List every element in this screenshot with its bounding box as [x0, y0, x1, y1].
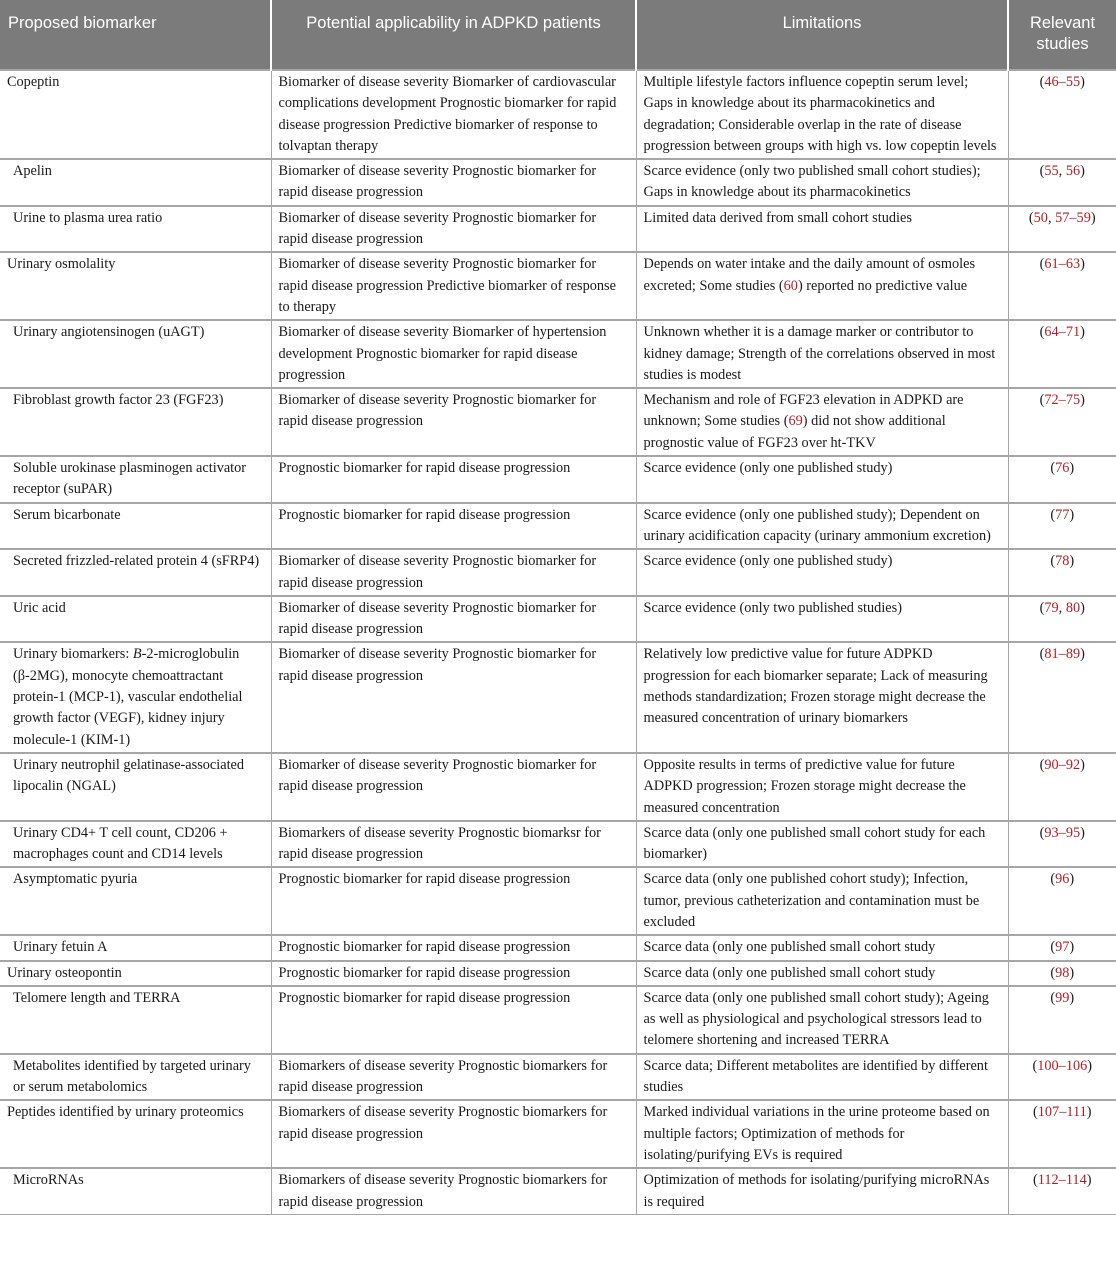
applicability-cell: Biomarker of disease severity Biomarker of cardiovascular complications development Prognostic biomarker for rapid disease progression Predictive biomarker of response to tolvaptan therapy	[271, 70, 636, 159]
limitations-cell: Unknown whether it is a damage marker or contributor to kidney damage; Strength of the correlations observed in most studies is modest	[636, 320, 1008, 388]
reference-link[interactable]: 98	[1055, 964, 1070, 981]
applicability-cell: Biomarkers of disease severity Prognostic biomarksr for rapid disease progression	[271, 821, 636, 868]
reference-link[interactable]: 100–106	[1037, 1057, 1088, 1074]
header-proposed-biomarker: Proposed biomarker	[0, 0, 271, 70]
biomarker-cell: Urinary osteopontin	[0, 961, 271, 986]
limitations-cell: Scarce evidence (only one published study)	[636, 456, 1008, 503]
applicability-cell: Biomarker of disease severity Prognostic biomarker for rapid disease progression	[271, 206, 636, 253]
reference-link[interactable]: 61–63	[1044, 256, 1081, 273]
table-row	[0, 1100, 1116, 1168]
studies-cell: (100–106)	[1008, 1054, 1116, 1101]
applicability-cell: Prognostic biomarker for rapid disease progression	[271, 503, 636, 550]
table-row	[0, 753, 1116, 821]
table-row	[0, 159, 1116, 206]
applicability-cell: Prognostic biomarker for rapid disease progression	[271, 867, 636, 935]
limitations-cell: Scarce data (only one published small cohort study for each biomarker)	[636, 821, 1008, 868]
header-applicability: Potential applicability in ADPKD patients	[271, 0, 636, 70]
reference-link[interactable]: 80	[1065, 599, 1081, 616]
reference-link[interactable]: 112–114	[1037, 1172, 1087, 1189]
table-row	[0, 986, 1116, 1054]
header-relevant-studies: Relevant studies	[1008, 0, 1116, 70]
table-row	[0, 961, 1116, 986]
limitations-cell: Scarce data (only one published small cohort study	[636, 935, 1008, 960]
reference-link[interactable]: 46–55	[1044, 74, 1081, 90]
reference-link[interactable]: 57–59	[1055, 209, 1091, 226]
applicability-cell: Biomarker of disease severity Prognostic biomarker for rapid disease progression	[271, 596, 636, 643]
biomarker-cell: Metabolites identified by targeted urinary or serum metabolomics	[0, 1054, 271, 1101]
studies-cell: (76)	[1008, 456, 1116, 503]
biomarker-cell: Peptides identified by urinary proteomics	[0, 1100, 271, 1168]
limitations-cell: Scarce data (only one published cohort study); Infection, tumor, previous catheterization and contamination must be excluded	[636, 867, 1008, 935]
limitations-cell: Scarce evidence (only one published study)	[636, 549, 1008, 596]
reference-link[interactable]: 72–75	[1044, 392, 1081, 409]
table-row	[0, 252, 1116, 320]
biomarker-cell: Urinary CD4+ T cell count, CD206 + macrophages count and CD14 levels	[0, 821, 271, 868]
table-row	[0, 549, 1116, 596]
applicability-cell: Biomarker of disease severity Prognostic biomarker for rapid disease progression Predictive biomarker of response to therapy	[271, 252, 636, 320]
reference-link[interactable]: 60	[783, 277, 798, 294]
applicability-cell: Prognostic biomarker for rapid disease progression	[271, 935, 636, 960]
limitations-cell: Optimization of methods for isolating/purifying microRNAs is required	[636, 1168, 1008, 1214]
table-header	[0, 0, 1116, 70]
limitations-cell: Opposite results in terms of predictive value for future ADPKD progression; Frozen storage might decrease the measured concentration	[636, 753, 1008, 821]
limitations-text: Mechanism and role of FGF23 elevation in ADPKD are unknown; Some studies (	[643, 392, 964, 430]
reference-link[interactable]: 77	[1055, 506, 1070, 523]
reference-link[interactable]: 64–71	[1044, 324, 1081, 341]
table-row	[0, 935, 1116, 960]
reference-link[interactable]: 69	[788, 413, 803, 430]
table-row	[0, 388, 1116, 456]
limitations-cell	[636, 252, 1008, 320]
reference-link[interactable]: 76	[1055, 460, 1070, 477]
table-row	[0, 821, 1116, 868]
biomarker-cell: Urinary fetuin A	[0, 935, 271, 960]
biomarker-cell	[0, 642, 271, 752]
limitations-cell: Scarce data; Different metabolites are identified by different studies	[636, 1054, 1008, 1101]
reference-link[interactable]: 55	[1044, 163, 1059, 180]
biomarker-cell: Fibroblast growth factor 23 (FGF23)	[0, 388, 271, 456]
biomarker-cell: Apelin	[0, 159, 271, 206]
reference-link[interactable]: 79	[1044, 599, 1059, 616]
reference-link[interactable]: 56	[1065, 163, 1081, 180]
table-row	[0, 503, 1116, 550]
biomarker-cell: Uric acid	[0, 596, 271, 643]
biomarker-cell: Urinary osmolality	[0, 252, 271, 320]
limitations-cell: Scarce evidence (only one published study); Dependent on urinary acidification capacity (urinary ammonium excretion)	[636, 503, 1008, 550]
table-row	[0, 596, 1116, 643]
studies-cell: (55, 56)	[1008, 159, 1116, 206]
limitations-cell: Scarce evidence (only two published studies)	[636, 596, 1008, 643]
applicability-cell: Prognostic biomarker for rapid disease progression	[271, 961, 636, 986]
table-row	[0, 320, 1116, 388]
studies-cell: (64–71)	[1008, 320, 1116, 388]
limitations-cell: Limited data derived from small cohort studies	[636, 206, 1008, 253]
limitations-cell: Scarce data (only one published small cohort study); Ageing as well as physiological and psychological stressors lead to telomere shortening and increased TERRA	[636, 986, 1008, 1054]
applicability-cell: Biomarker of disease severity Prognostic biomarker for rapid disease progression	[271, 753, 636, 821]
limitations-text: ) reported no predictive value	[797, 277, 968, 294]
table-row	[0, 867, 1116, 935]
reference-link[interactable]: 93–95	[1044, 824, 1081, 841]
applicability-cell: Biomarker of disease severity Prognostic biomarker for rapid disease progression	[271, 388, 636, 456]
studies-cell: (107–111)	[1008, 1100, 1116, 1168]
reference-link[interactable]: 99	[1055, 989, 1070, 1006]
studies-cell: (50, 57–59)	[1008, 206, 1116, 253]
applicability-cell: Biomarker of disease severity Prognostic biomarker for rapid disease progression	[271, 159, 636, 206]
limitations-cell	[636, 388, 1008, 456]
studies-cell: (72–75)	[1008, 388, 1116, 456]
reference-link[interactable]: 81–89	[1044, 646, 1081, 663]
studies-cell: (93–95)	[1008, 821, 1116, 868]
table-row	[0, 70, 1116, 159]
applicability-cell: Biomarker of disease severity Prognostic biomarker for rapid disease progression	[271, 549, 636, 596]
limitations-cell: Multiple lifestyle factors influence copeptin serum level; Gaps in knowledge about its pharmacokinetics and degradation; Considerable overlap in the rate of disease progression between groups with high vs. low copeptin levels	[636, 70, 1008, 159]
limitations-cell: Relatively low predictive value for future ADPKD progression for each biomarker separate; Lack of measuring methods standardization; Frozen storage might decrease the measured concentration of urinary biomarkers	[636, 642, 1008, 752]
biomarker-text-italic: B	[132, 646, 142, 663]
biomarker-cell: Urinary angiotensinogen (uAGT)	[0, 320, 271, 388]
studies-cell: (98)	[1008, 961, 1116, 986]
applicability-cell: Biomarkers of disease severity Prognostic biomarkers for rapid disease progression	[271, 1100, 636, 1168]
biomarker-cell: Copeptin	[0, 70, 271, 159]
biomarker-text: Urinary biomarkers:	[13, 646, 133, 663]
applicability-cell: Biomarkers of disease severity Prognostic biomarkers for rapid disease progression	[271, 1168, 636, 1214]
studies-cell: (79, 80)	[1008, 596, 1116, 643]
reference-link[interactable]: 78	[1055, 553, 1070, 570]
studies-cell: (46–55)	[1008, 70, 1116, 159]
limitations-text: Depends on water intake and the daily amount of osmoles excreted; Some studies (	[643, 256, 976, 294]
studies-cell: (96)	[1008, 867, 1116, 935]
biomarker-cell: MicroRNAs	[0, 1168, 271, 1214]
limitations-cell: Scarce evidence (only two published small cohort studies); Gaps in knowledge about its pharmacokinetics	[636, 159, 1008, 206]
studies-cell: (112–114)	[1008, 1168, 1116, 1214]
studies-cell: (78)	[1008, 549, 1116, 596]
header-limitations: Limitations	[636, 0, 1008, 70]
limitations-text: ) did not show additional prognostic value of FGF23 over ht-TKV	[643, 413, 946, 451]
studies-cell: (90–92)	[1008, 753, 1116, 821]
table-row	[0, 206, 1116, 253]
reference-link[interactable]: 107–111	[1037, 1104, 1087, 1121]
biomarker-cell: Soluble urokinase plasminogen activator receptor (suPAR)	[0, 456, 271, 503]
reference-link[interactable]: 96	[1055, 871, 1070, 888]
applicability-cell: Biomarkers of disease severity Prognostic biomarkers for rapid disease progression	[271, 1054, 636, 1101]
reference-link[interactable]: 90–92	[1044, 756, 1081, 773]
studies-cell: (77)	[1008, 503, 1116, 550]
reference-link[interactable]: 97	[1055, 939, 1070, 956]
biomarker-cell: Urine to plasma urea ratio	[0, 206, 271, 253]
limitations-cell: Marked individual variations in the urine proteome based on multiple factors; Optimization of methods for isolating/purifying EVs is required	[636, 1100, 1008, 1168]
biomarker-cell: Asymptomatic pyuria	[0, 867, 271, 935]
table-row	[0, 1168, 1116, 1214]
studies-cell: (61–63)	[1008, 252, 1116, 320]
studies-cell: (99)	[1008, 986, 1116, 1054]
biomarker-cell: Urinary neutrophil gelatinase-associated lipocalin (NGAL)	[0, 753, 271, 821]
applicability-cell: Biomarker of disease severity Prognostic biomarker for rapid disease progression	[271, 642, 636, 752]
biomarker-text: -2-microglobulin (β-2MG), monocyte chemoattractant protein-1 (MCP-1), vascular endothelial growth factor (VEGF), kidney injury molecule-1 (KIM-1)	[13, 646, 243, 748]
studies-cell: (97)	[1008, 935, 1116, 960]
table-row	[0, 456, 1116, 503]
biomarker-cell: Secreted frizzled-related protein 4 (sFRP4)	[0, 549, 271, 596]
limitations-cell: Scarce data (only one published small cohort study	[636, 961, 1008, 986]
reference-link[interactable]: 50	[1033, 209, 1048, 226]
biomarker-cell: Telomere length and TERRA	[0, 986, 271, 1054]
studies-cell: (81–89)	[1008, 642, 1116, 752]
table-row	[0, 642, 1116, 752]
applicability-cell: Prognostic biomarker for rapid disease progression	[271, 456, 636, 503]
applicability-cell: Biomarker of disease severity Biomarker of hypertension development Prognostic biomarker for rapid disease progression	[271, 320, 636, 388]
applicability-cell: Prognostic biomarker for rapid disease progression	[271, 986, 636, 1054]
table-row	[0, 1054, 1116, 1101]
biomarker-cell: Serum bicarbonate	[0, 503, 271, 550]
